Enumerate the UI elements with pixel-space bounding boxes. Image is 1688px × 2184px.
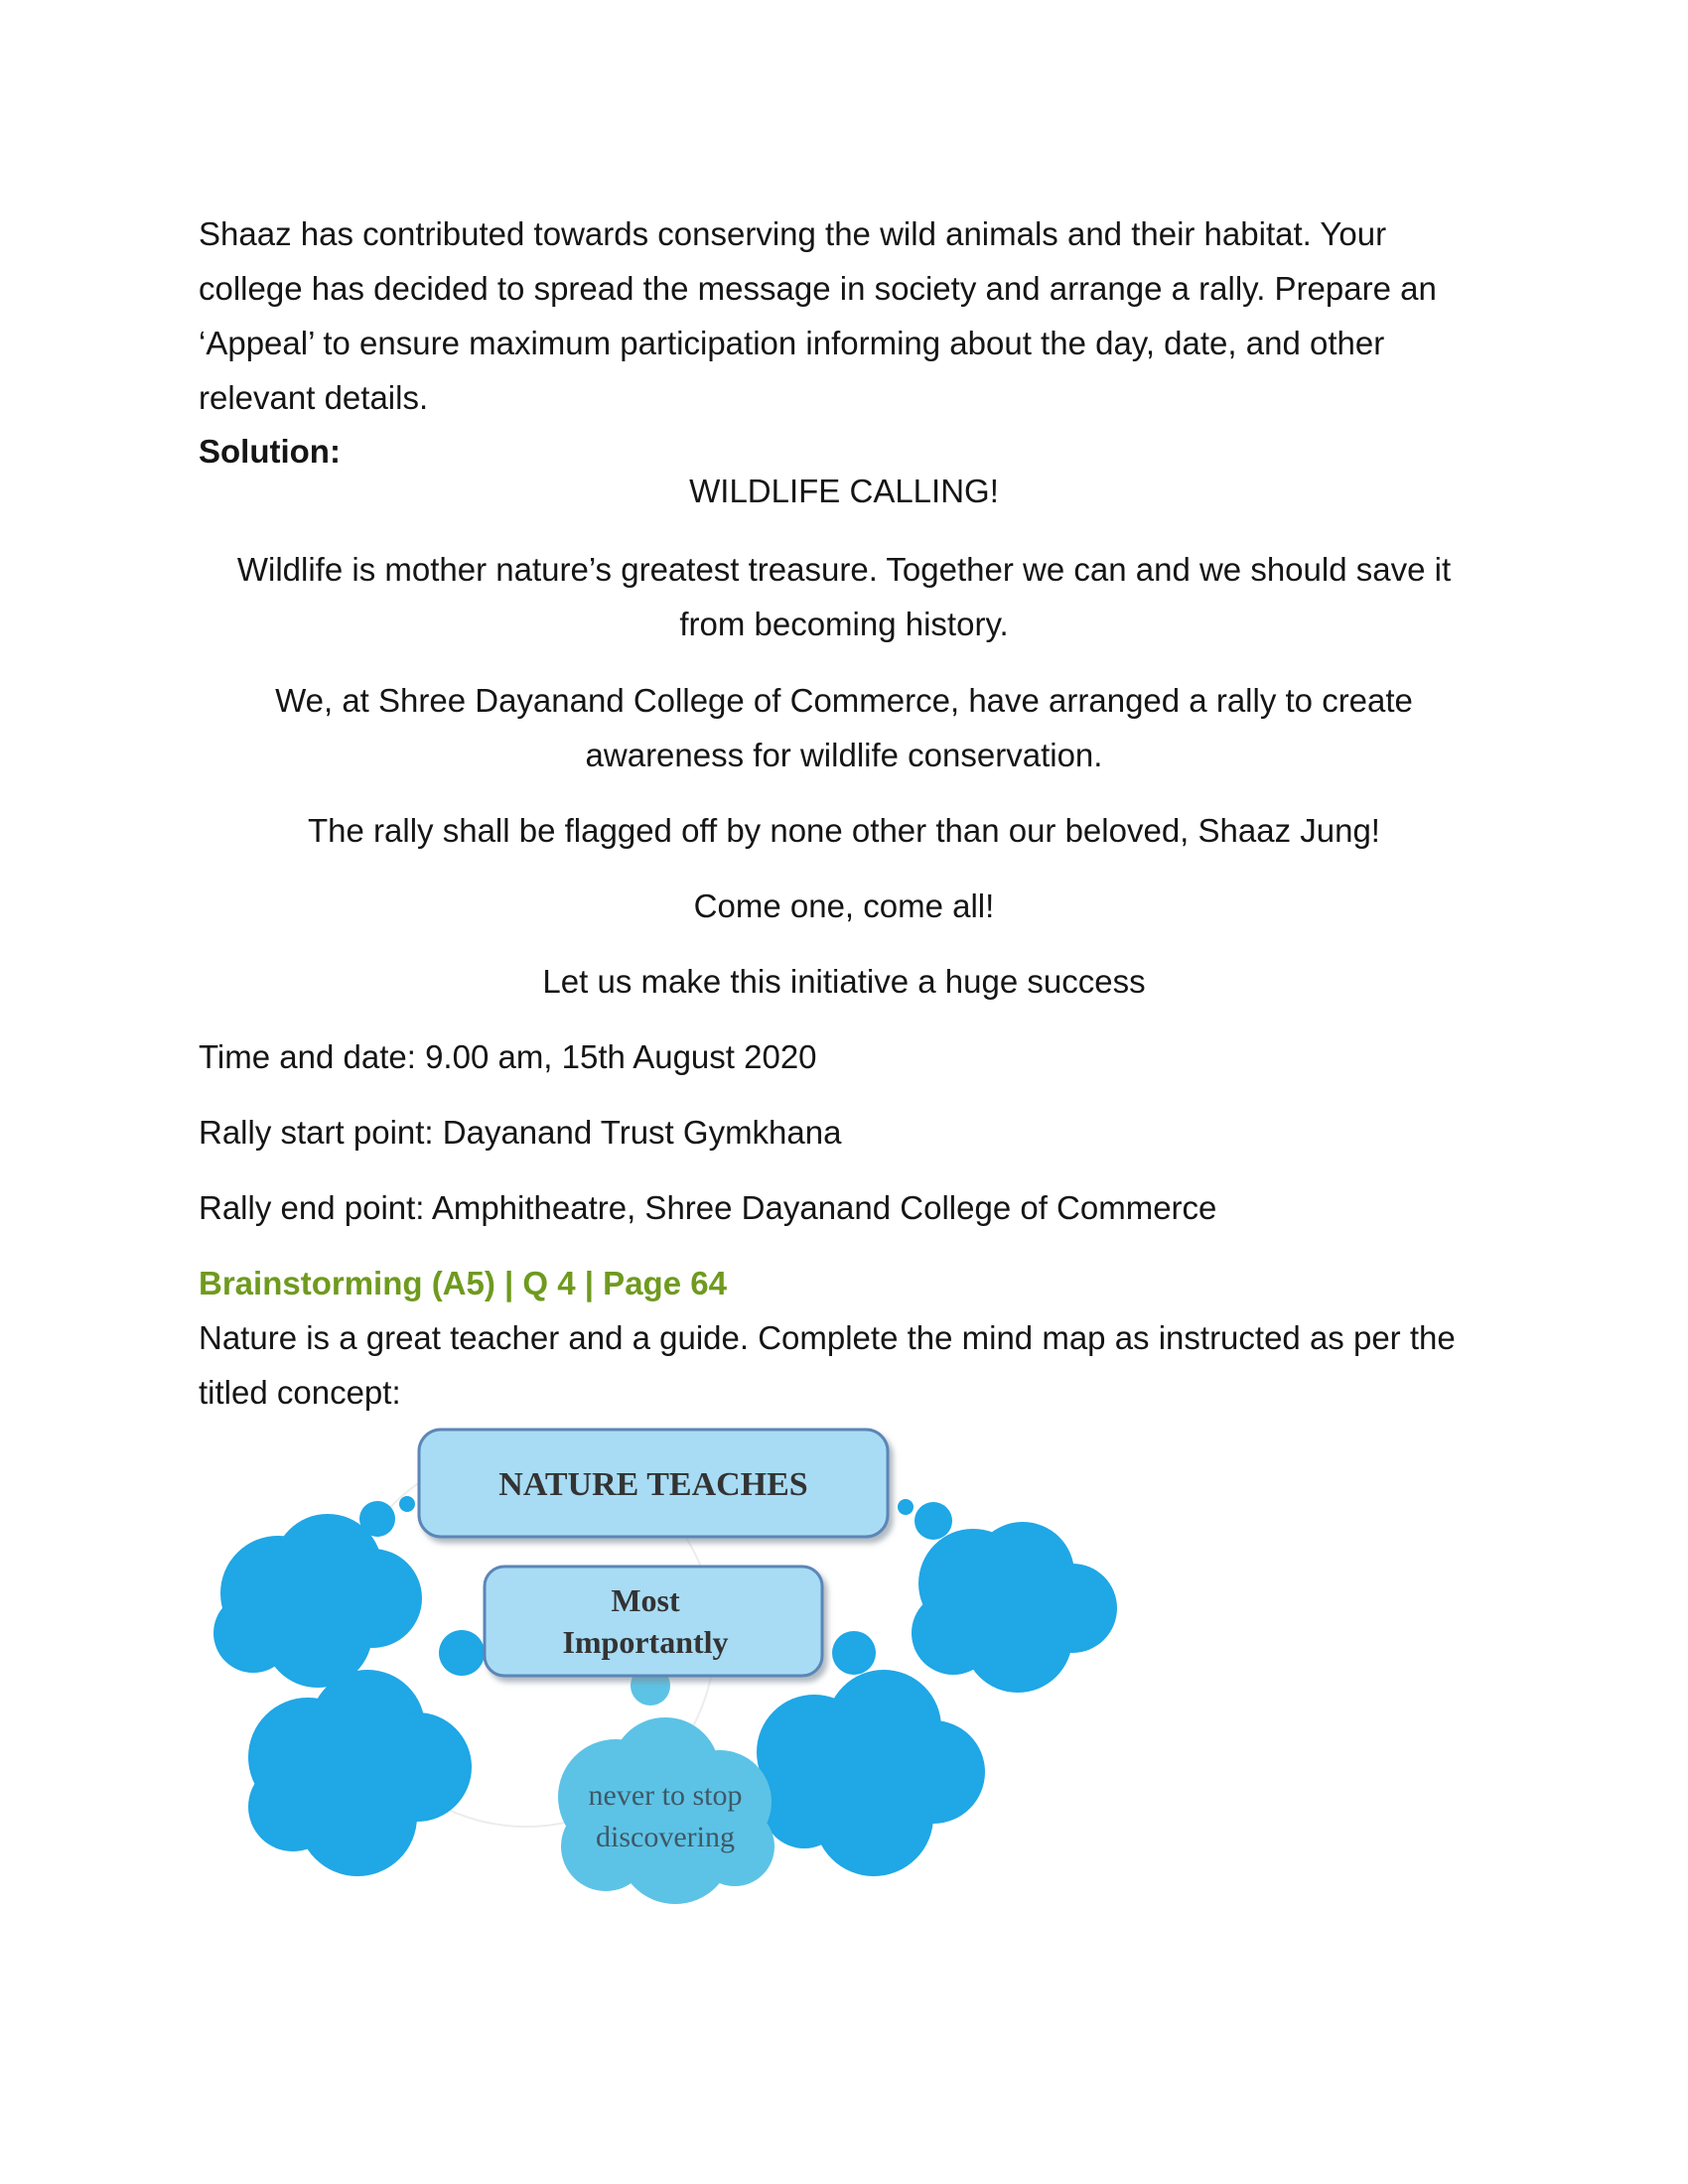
appeal-para1-line2: from becoming history. xyxy=(679,606,1009,642)
cloud-top-right xyxy=(912,1522,1117,1693)
question-line-4: relevant details. xyxy=(199,379,429,416)
solution-label: Solution: xyxy=(199,433,341,470)
rally-end-line: Rally end point: Amphitheatre, Shree Dayanand College of Commerce xyxy=(199,1189,1217,1226)
mindmap-title: NATURE TEACHES xyxy=(498,1466,808,1503)
center-cloud-line-1: never to stop xyxy=(588,1779,743,1812)
brainstorming-heading: Brainstorming (A5) | Q 4 | Page 64 xyxy=(199,1265,727,1301)
cloud-bottom-left xyxy=(248,1670,472,1876)
cloud-top-left xyxy=(213,1514,422,1688)
connector-bubble xyxy=(898,1499,914,1515)
mindmap-instruction-line-1: Nature is a great teacher and a guide. Complete the mind map as instructed as per the xyxy=(199,1319,1456,1356)
question-line-2: college has decided to spread the message in society and arrange a rally. Prepare an xyxy=(199,270,1437,307)
appeal-para5: Let us make this initiative a huge success xyxy=(542,963,1146,1000)
appeal-title: WILDLIFE CALLING! xyxy=(689,473,999,509)
connector-bubble xyxy=(914,1502,952,1540)
sub-box-line-1: Most xyxy=(611,1582,680,1618)
sub-box-line-2: Importantly xyxy=(562,1624,729,1660)
question-line-1: Shaaz has contributed towards conserving the wild animals and their habitat. Your xyxy=(199,215,1387,252)
appeal-para3: The rally shall be flagged off by none other than our beloved, Shaaz Jung! xyxy=(308,812,1380,849)
appeal-para2-line1: We, at Shree Dayanand College of Commerce, have arranged a rally to create xyxy=(275,682,1413,719)
rally-start-line: Rally start point: Dayanand Trust Gymkhana xyxy=(199,1114,842,1151)
mind-map-diagram xyxy=(199,1410,1132,1966)
cloud-bottom-right xyxy=(757,1670,985,1876)
question-line-3: ‘Appeal’ to ensure maximum participation informing about the day, date, and other xyxy=(199,325,1385,361)
appeal-para2-line2: awareness for wildlife conservation. xyxy=(585,737,1103,773)
connector-bubble xyxy=(439,1630,485,1676)
time-date-line: Time and date: 9.00 am, 15th August 2020 xyxy=(199,1038,817,1075)
connector-bubble xyxy=(832,1631,876,1675)
mindmap-instruction-line-2: titled concept: xyxy=(199,1374,401,1411)
appeal-para4: Come one, come all! xyxy=(693,887,995,924)
center-cloud-line-2: discovering xyxy=(596,1821,735,1853)
appeal-para1-line1: Wildlife is mother nature’s greatest treasure. Together we can and we should save it xyxy=(236,551,1452,588)
connector-bubble xyxy=(399,1496,415,1512)
